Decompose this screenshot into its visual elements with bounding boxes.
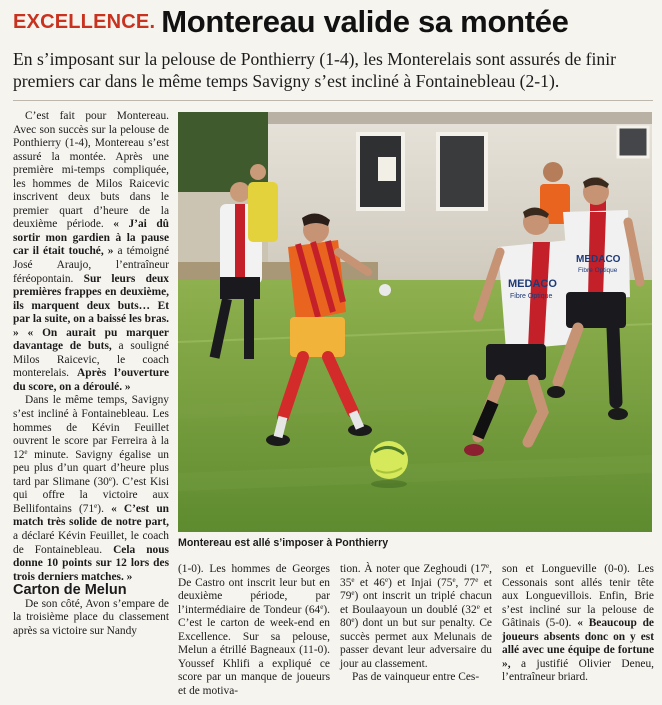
article-column-2 bbox=[178, 563, 330, 698]
subheading: Carton de Melun bbox=[13, 582, 127, 599]
jersey-sponsor-sub: Fibre Optique bbox=[578, 267, 618, 274]
photo-caption: Montereau est allé s’imposer à Ponthierry bbox=[178, 537, 389, 549]
paragraph: Pas de vainqueur entre Ces- bbox=[352, 671, 480, 684]
paragraph: De son côté, Avon s’empare de la troisième place du classement après sa victoire sur Nandy bbox=[13, 597, 169, 637]
window bbox=[618, 127, 648, 157]
divider bbox=[13, 100, 653, 101]
article-lead: En s’imposant sur la pelouse de Ponthierry (1-4), les Monterelais sont assurés de finir premiers car dans le même temps Savigny s’est incliné à Fontainebleau (2-1). bbox=[13, 49, 616, 91]
article-column-1 bbox=[13, 110, 169, 638]
paragraph: Dans le même temps, Savigny s’est incliné à Fontainebleau. Les hommes de Kévin Feuillet ouvrent le score par Ferreira à la 12e minute. Savigny égalise un peu plus d’un quart d’heure plus tard par Slimane (30e). C’est Kisi qui offre la victoire aux Bellifontains (71e). « C’est un match très solide de notre part, a déclaré Kévin Feuillet, le coach de Fontainebleau. Cela nous donne 10 points sur 12 lors des trois derniers matches. » bbox=[13, 394, 170, 583]
jersey-sponsor: MEDACO bbox=[508, 278, 557, 290]
article-column-4 bbox=[502, 563, 654, 685]
paragraph: tion. À noter que Zeghoudi (17e, 35e et 46e) et Injai (75e, 77e et 79e) ont inscrit un triplé chacun et Boulaayoun un doublé (32e et 80e) dont un but sur penalty. Ce succès permet aux Melunais de passer devant leur adversaire du jour au classement. bbox=[340, 562, 492, 670]
jersey-sponsor: MEDACO bbox=[576, 254, 621, 265]
match-photo bbox=[178, 112, 652, 532]
section-kicker: EXCELLENCE. bbox=[13, 11, 156, 33]
paragraph: son et Longueville (0-0). Les Cessonais sont allés tenir tête aux Longuevillois. Enfin, Brie s’est incliné sur la pelouse de Gâtinais (5-0). « Beaucoup de joueurs absents donc on y est allé avec une équipe de fortune », a justifié Olivier Deneu, l’entraîneur briard. bbox=[502, 563, 654, 684]
football-scene-illustration bbox=[178, 112, 652, 532]
headline bbox=[13, 4, 569, 40]
paragraph: C’est fait pour Montereau. Avec son succès sur la pelouse de Ponthierry (1-4), Montereau s’est assuré la montée. Après une première mi-temps compliquée, les hommes de Milos Raicevic inscrivent deux buts dans le premier quart d’heure de la deuxième période. « J’ai dû sortir mon gardien à la pause car il était touché, » a témoigné José Araujo, l’entraîneur féréopontain. Sur leurs deux premières frappes en deuxième, ils marquent deux buts… Et par la suite, on a baissé les bras. » « On aurait pu marquer davantage de buts, a souligné Milos Raicevic, le coach monterelais. Après l’ouverture du score, on a déroulé. » bbox=[13, 110, 169, 393]
article-column-3 bbox=[340, 563, 492, 685]
jersey-sponsor-sub: Fibre Optique bbox=[510, 293, 553, 300]
window bbox=[438, 134, 486, 209]
article-title: Montereau valide sa montée bbox=[161, 4, 569, 39]
paragraph: (1-0). Les hommes de Georges De Castro ont inscrit leur but en deuxième période, par l’intermédiaire de Tondeur (64e). C’est le carton de week-end en Excellence. Sur sa pelouse, Melun a étrillé Bagneaux (11-0). Youssef Khlifi a expliqué ce score par un manque de joueurs et de motiva- bbox=[178, 563, 330, 697]
